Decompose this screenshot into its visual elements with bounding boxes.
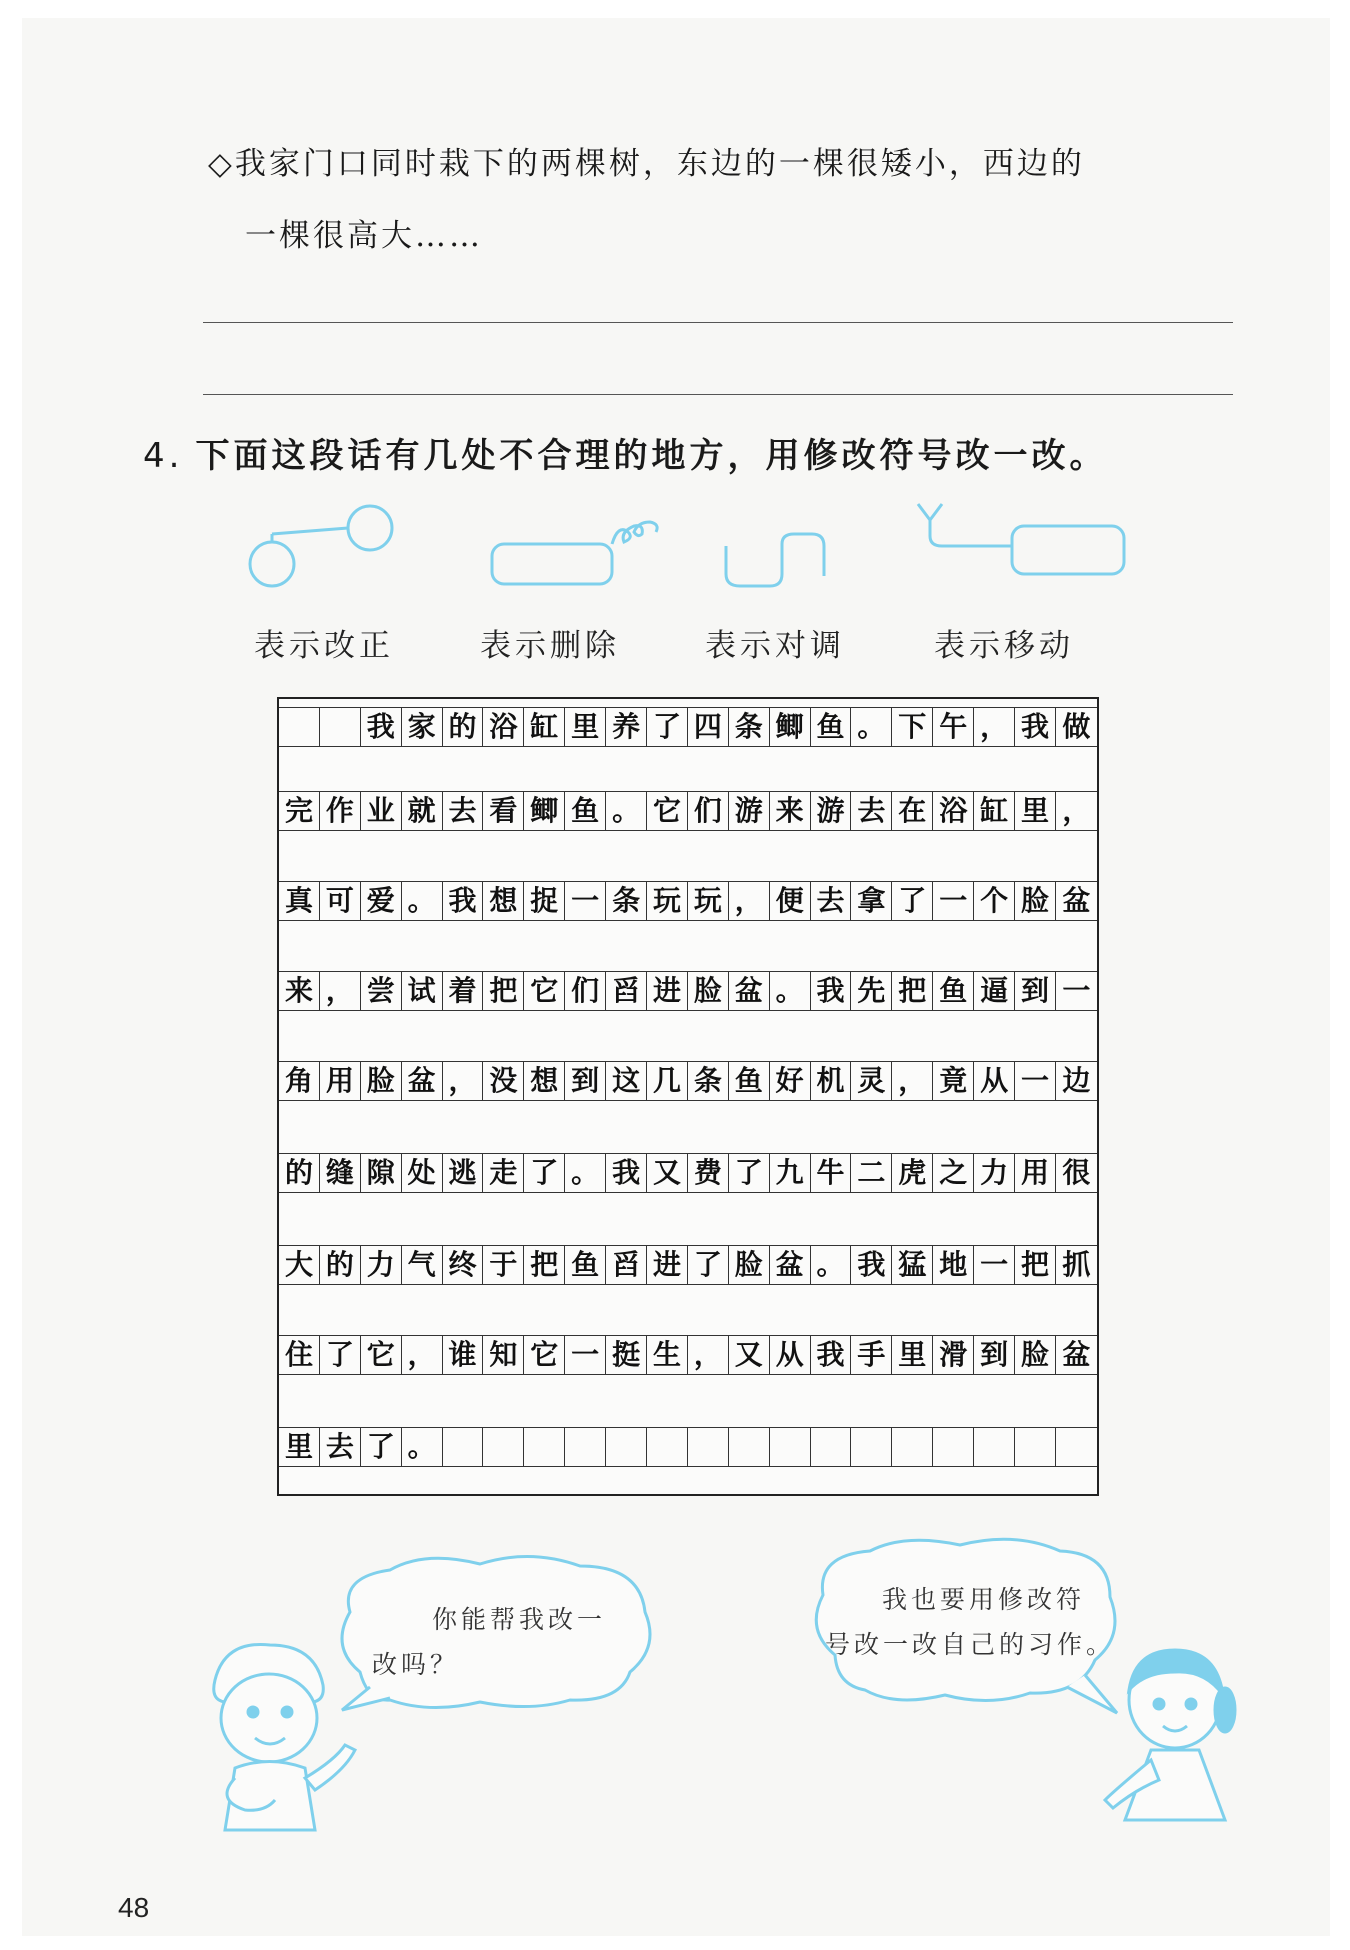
grid-cell[interactable]: 。 xyxy=(565,1154,606,1192)
grid-cell[interactable]: 个 xyxy=(974,882,1015,920)
grid-cell[interactable]: 家 xyxy=(402,708,443,746)
grid-cell[interactable]: 它 xyxy=(647,792,688,830)
page-number: 48 xyxy=(118,1892,150,1923)
grid-cell[interactable]: 一 xyxy=(933,882,974,920)
grid-cell[interactable]: 到 xyxy=(974,1336,1015,1374)
grid-cell[interactable]: 舀 xyxy=(606,1246,647,1284)
move-mark-icon xyxy=(918,504,1124,574)
grid-row xyxy=(279,971,1097,1011)
prompt-line-2: 一棵很高大…… xyxy=(245,218,483,254)
grid-cell[interactable]: 便 xyxy=(770,882,811,920)
grid-row xyxy=(279,791,1097,831)
grid-cell[interactable]: 条 xyxy=(688,1062,729,1100)
grid-cell[interactable] xyxy=(279,708,320,746)
grid-cell[interactable]: 里 xyxy=(279,1428,320,1466)
grid-cell[interactable]: 鱼 xyxy=(729,1062,770,1100)
grid-cell[interactable]: 角 xyxy=(279,1062,320,1100)
grid-cell[interactable]: 走 xyxy=(483,1154,524,1192)
grid-cell[interactable]: 我 xyxy=(851,1246,892,1284)
grid-cell[interactable]: 逃 xyxy=(443,1154,484,1192)
grid-cell[interactable]: ， xyxy=(974,708,1015,746)
grid-cell[interactable]: 它 xyxy=(524,972,565,1010)
grid-cell[interactable]: 隙 xyxy=(361,1154,402,1192)
grid-cell[interactable] xyxy=(1056,1428,1097,1466)
grid-cell[interactable]: 盆 xyxy=(729,972,770,1010)
grid-cell[interactable]: 浴 xyxy=(483,708,524,746)
grid-cell[interactable] xyxy=(688,1428,729,1466)
grid-cell[interactable]: 养 xyxy=(606,708,647,746)
grid-cell[interactable]: ， xyxy=(443,1062,484,1100)
grid-cell[interactable]: 条 xyxy=(606,882,647,920)
proofreading-symbols xyxy=(240,496,1140,596)
grid-cell[interactable]: 看 xyxy=(483,792,524,830)
grid-cell[interactable]: 里 xyxy=(1015,792,1056,830)
grid-cell[interactable] xyxy=(892,1428,933,1466)
grid-cell[interactable]: 的 xyxy=(443,708,484,746)
grid-cell[interactable]: 把 xyxy=(1015,1246,1056,1284)
girl-illustration xyxy=(1095,1640,1245,1830)
grid-cell[interactable]: 谁 xyxy=(443,1336,484,1374)
grid-cell[interactable]: 住 xyxy=(279,1336,320,1374)
grid-cell[interactable]: 费 xyxy=(688,1154,729,1192)
grid-cell[interactable]: 力 xyxy=(974,1154,1015,1192)
grid-cell[interactable]: ， xyxy=(320,972,361,1010)
grid-cell[interactable]: 挺 xyxy=(606,1336,647,1374)
grid-cell[interactable]: 抓 xyxy=(1062,1248,1091,1281)
grid-cell[interactable]: 九 xyxy=(770,1154,811,1192)
grid-cell[interactable]: 四 xyxy=(688,708,729,746)
symbol-label-delete: 表示删除 xyxy=(480,628,620,664)
correction-mark-icon xyxy=(250,506,392,586)
grid-cell[interactable]: 玩 xyxy=(647,882,688,920)
grid-cell[interactable]: 真 xyxy=(279,882,320,920)
grid-cell[interactable]: 知 xyxy=(483,1336,524,1374)
grid-cell[interactable]: 可 xyxy=(320,882,361,920)
symbol-label-swap: 表示对调 xyxy=(705,628,845,664)
grid-cell[interactable] xyxy=(729,1428,770,1466)
grid-cell[interactable]: 下 xyxy=(892,708,933,746)
grid-cell[interactable]: 它 xyxy=(361,1336,402,1374)
grid-cell[interactable]: 鲫 xyxy=(524,792,565,830)
grid-cell[interactable]: 游 xyxy=(811,792,852,830)
grid-cell[interactable]: 鱼 xyxy=(811,708,852,746)
grid-cell[interactable]: 拿 xyxy=(851,882,892,920)
grid-cell[interactable] xyxy=(483,1428,524,1466)
grid-cell[interactable]: 试 xyxy=(402,972,443,1010)
grid-cell[interactable]: 。 xyxy=(770,972,811,1010)
symbol-label-move: 表示移动 xyxy=(934,628,1074,664)
grid-cell[interactable]: 了 xyxy=(688,1246,729,1284)
grid-cell[interactable]: 我 xyxy=(811,1336,852,1374)
grid-cell[interactable]: 。 xyxy=(606,792,647,830)
grid-cell[interactable]: 几 xyxy=(647,1062,688,1100)
grid-cell[interactable]: 了 xyxy=(647,708,688,746)
grid-cell[interactable]: 好 xyxy=(770,1062,811,1100)
grid-cell[interactable]: 地 xyxy=(933,1246,974,1284)
prompt-line-1: ◇我家门口同时栽下的两棵树，东边的一棵很矮小，西边的 xyxy=(208,146,1085,182)
grid-cell[interactable]: 作 xyxy=(320,792,361,830)
grid-cell[interactable]: 先 xyxy=(851,972,892,1010)
grid-cell[interactable] xyxy=(770,1428,811,1466)
grid-cell[interactable]: 又 xyxy=(729,1336,770,1374)
grid-cell[interactable]: 用 xyxy=(1015,1154,1056,1192)
grid-cell[interactable]: 去 xyxy=(851,792,892,830)
grid-cell[interactable]: 到 xyxy=(565,1062,606,1100)
grid-cell[interactable] xyxy=(320,708,361,746)
passage-grid xyxy=(277,697,1099,1496)
grid-cell[interactable]: 气 xyxy=(402,1246,443,1284)
grid-cell[interactable]: 爱 xyxy=(361,882,402,920)
grid-row xyxy=(279,1245,1097,1285)
grid-cell[interactable] xyxy=(443,1428,484,1466)
question-text: 下面这段话有几处不合理的地方，用修改符号改一改。 xyxy=(195,436,1108,476)
grid-cell[interactable]: 终 xyxy=(443,1246,484,1284)
grid-cell[interactable]: 了 xyxy=(361,1428,402,1466)
grid-cell[interactable]: 去 xyxy=(320,1428,361,1466)
grid-cell[interactable]: 把 xyxy=(483,972,524,1010)
grid-cell[interactable]: 做 xyxy=(1062,710,1091,743)
grid-cell[interactable]: 它 xyxy=(524,1336,565,1374)
grid-cell[interactable]: 想 xyxy=(483,882,524,920)
grid-cell[interactable]: 们 xyxy=(565,972,606,1010)
grid-cell[interactable]: 脸 xyxy=(688,972,729,1010)
answer-line[interactable] xyxy=(203,394,1233,395)
grid-cell[interactable] xyxy=(933,1428,974,1466)
question-heading xyxy=(143,428,1107,477)
grid-cell[interactable]: 滑 xyxy=(933,1336,974,1374)
grid-cell[interactable]: 在 xyxy=(892,792,933,830)
grid-cell[interactable]: 二 xyxy=(851,1154,892,1192)
grid-cell[interactable]: 脸 xyxy=(729,1246,770,1284)
grid-cell[interactable]: 里 xyxy=(892,1336,933,1374)
grid-cell[interactable]: 灵 xyxy=(851,1062,892,1100)
grid-cell[interactable]: 鱼 xyxy=(933,972,974,1010)
grid-cell[interactable]: 到 xyxy=(1015,972,1056,1010)
grid-cell[interactable]: 一 xyxy=(565,1336,606,1374)
grid-cell[interactable]: 去 xyxy=(443,792,484,830)
grid-cell[interactable] xyxy=(647,1428,688,1466)
grid-cell[interactable]: 盆 xyxy=(1062,1338,1091,1371)
answer-line[interactable] xyxy=(203,322,1233,323)
grid-cell[interactable]: 我 xyxy=(606,1154,647,1192)
grid-cell[interactable]: 机 xyxy=(811,1062,852,1100)
grid-cell[interactable]: ， xyxy=(1062,794,1091,827)
grid-cell[interactable]: 脸 xyxy=(361,1062,402,1100)
grid-cell[interactable]: 鱼 xyxy=(565,1246,606,1284)
grid-cell[interactable]: 于 xyxy=(483,1246,524,1284)
grid-cell[interactable]: 鱼 xyxy=(565,792,606,830)
grid-cell[interactable]: 舀 xyxy=(606,972,647,1010)
left-bubble-line-2: 改吗？ xyxy=(372,1650,460,1679)
grid-cell[interactable] xyxy=(524,1428,565,1466)
grid-cell[interactable]: 玩 xyxy=(688,882,729,920)
grid-cell[interactable]: ， xyxy=(402,1336,443,1374)
grid-row xyxy=(279,707,1097,747)
grid-row xyxy=(279,1427,1097,1467)
grid-cell[interactable]: 尝 xyxy=(361,972,402,1010)
grid-cell[interactable]: 生 xyxy=(647,1336,688,1374)
grid-cell[interactable]: 我 xyxy=(1015,708,1056,746)
grid-cell[interactable] xyxy=(851,1428,892,1466)
grid-cell[interactable]: 就 xyxy=(402,792,443,830)
grid-cell[interactable]: 们 xyxy=(688,792,729,830)
grid-cell[interactable]: 想 xyxy=(524,1062,565,1100)
grid-cell[interactable]: 边 xyxy=(1062,1064,1091,1097)
grid-cell[interactable]: 。 xyxy=(402,1428,443,1466)
grid-cell[interactable]: 大 xyxy=(279,1246,320,1284)
question-number: 4. xyxy=(143,436,184,476)
grid-cell[interactable]: 一 xyxy=(1015,1062,1056,1100)
grid-cell[interactable]: 用 xyxy=(320,1062,361,1100)
deletion-mark-icon xyxy=(492,522,657,584)
grid-row xyxy=(279,881,1097,921)
grid-cell[interactable]: ， xyxy=(729,882,770,920)
grid-cell[interactable]: 条 xyxy=(729,708,770,746)
grid-cell[interactable]: 之 xyxy=(933,1154,974,1192)
grid-cell[interactable]: 我 xyxy=(443,882,484,920)
grid-cell[interactable]: 盆 xyxy=(770,1246,811,1284)
grid-cell[interactable]: 一 xyxy=(1062,974,1091,1007)
grid-cell[interactable]: 进 xyxy=(647,1246,688,1284)
grid-cell[interactable]: 缝 xyxy=(320,1154,361,1192)
grid-cell[interactable]: 牛 xyxy=(811,1154,852,1192)
grid-cell[interactable]: 去 xyxy=(811,882,852,920)
grid-cell[interactable]: 我 xyxy=(811,972,852,1010)
grid-cell[interactable]: ， xyxy=(892,1062,933,1100)
grid-cell[interactable]: 浴 xyxy=(933,792,974,830)
grid-cell[interactable]: 竟 xyxy=(933,1062,974,1100)
grid-cell[interactable]: 完 xyxy=(279,792,320,830)
grid-cell[interactable]: 了 xyxy=(524,1154,565,1192)
grid-cell[interactable]: ， xyxy=(688,1336,729,1374)
grid-cell[interactable] xyxy=(974,1428,1015,1466)
grid-cell[interactable]: 脸 xyxy=(1015,882,1056,920)
grid-cell[interactable] xyxy=(811,1428,852,1466)
grid-cell[interactable]: 里 xyxy=(565,708,606,746)
boy-illustration xyxy=(195,1640,375,1840)
grid-row xyxy=(279,1335,1097,1375)
grid-cell[interactable]: 鲫 xyxy=(770,708,811,746)
grid-cell[interactable]: 的 xyxy=(320,1246,361,1284)
grid-cell[interactable]: 又 xyxy=(647,1154,688,1192)
grid-cell[interactable] xyxy=(1015,1428,1056,1466)
grid-cell[interactable]: 进 xyxy=(647,972,688,1010)
grid-cell[interactable]: 脸 xyxy=(1015,1336,1056,1374)
grid-cell[interactable]: 猛 xyxy=(892,1246,933,1284)
grid-cell[interactable]: 了 xyxy=(892,882,933,920)
grid-cell[interactable]: 。 xyxy=(851,708,892,746)
grid-cell[interactable]: 盆 xyxy=(402,1062,443,1100)
grid-cell[interactable]: 盆 xyxy=(1062,884,1091,917)
grid-cell[interactable]: 虎 xyxy=(892,1154,933,1192)
grid-cell[interactable]: 这 xyxy=(606,1062,647,1100)
right-bubble-line-1: 我也要用修改符 xyxy=(882,1585,1086,1614)
grid-cell[interactable]: 我 xyxy=(361,708,402,746)
grid-cell[interactable]: 来 xyxy=(279,972,320,1010)
grid-cell[interactable]: 手 xyxy=(851,1336,892,1374)
grid-cell[interactable] xyxy=(565,1428,606,1466)
grid-cell[interactable]: 。 xyxy=(811,1246,852,1284)
grid-cell[interactable]: 来 xyxy=(770,792,811,830)
left-bubble-line-1: 你能帮我改一 xyxy=(432,1605,607,1634)
grid-cell[interactable]: 午 xyxy=(933,708,974,746)
grid-row xyxy=(279,1061,1097,1101)
grid-cell[interactable]: 一 xyxy=(565,882,606,920)
grid-cell[interactable]: 业 xyxy=(361,792,402,830)
grid-cell[interactable]: 把 xyxy=(524,1246,565,1284)
grid-cell[interactable]: 一 xyxy=(974,1246,1015,1284)
grid-cell[interactable]: 缸 xyxy=(974,792,1015,830)
grid-cell[interactable]: 捉 xyxy=(524,882,565,920)
grid-cell[interactable]: 没 xyxy=(483,1062,524,1100)
grid-cell[interactable]: 从 xyxy=(770,1336,811,1374)
grid-cell[interactable]: 的 xyxy=(279,1154,320,1192)
grid-row xyxy=(279,1153,1097,1193)
grid-cell[interactable]: 缸 xyxy=(524,708,565,746)
grid-cell[interactable]: 力 xyxy=(361,1246,402,1284)
grid-cell[interactable]: 处 xyxy=(402,1154,443,1192)
right-bubble-line-2: 号改一改自己的习作。 xyxy=(825,1630,1116,1659)
grid-cell[interactable]: 很 xyxy=(1062,1156,1091,1189)
grid-cell[interactable]: 了 xyxy=(729,1154,770,1192)
grid-cell[interactable]: 从 xyxy=(974,1062,1015,1100)
grid-cell[interactable]: 游 xyxy=(729,792,770,830)
grid-cell[interactable]: 逼 xyxy=(974,972,1015,1010)
symbol-label-correct: 表示改正 xyxy=(254,628,394,664)
grid-cell[interactable] xyxy=(606,1428,647,1466)
grid-cell[interactable]: 着 xyxy=(443,972,484,1010)
swap-mark-icon xyxy=(726,534,824,586)
grid-cell[interactable]: 了 xyxy=(320,1336,361,1374)
grid-cell[interactable]: 。 xyxy=(402,882,443,920)
grid-cell[interactable]: 把 xyxy=(892,972,933,1010)
